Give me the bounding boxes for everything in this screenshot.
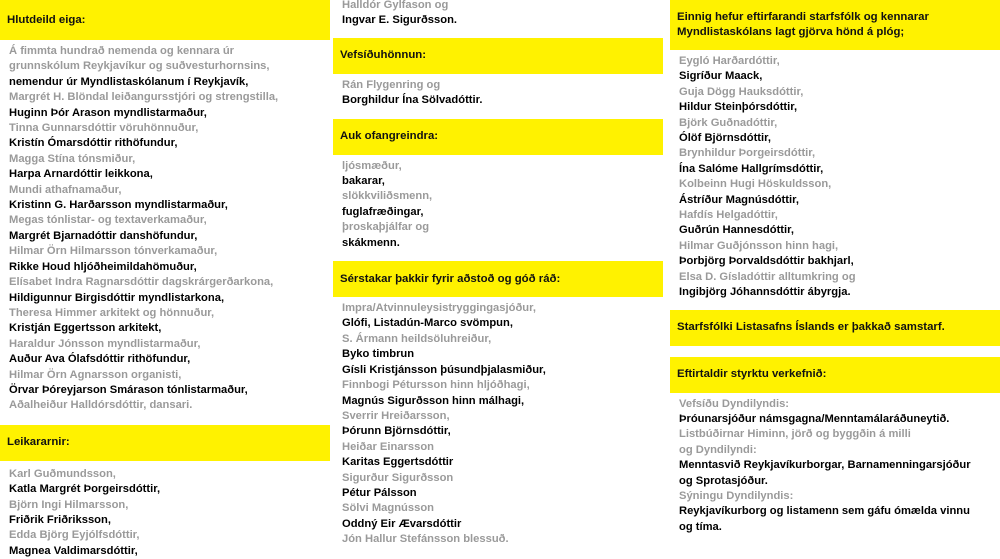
credit-line: Kristján Eggertsson arkitekt,: [9, 322, 162, 335]
credit-line: Vefsíðu Dyndilyndis:: [679, 397, 790, 410]
credit-line: og Dyndilyndi:: [679, 443, 757, 456]
column-2: [333, 0, 663, 548]
credit-line: Magga Stína tónsmiður,: [9, 152, 136, 165]
credit-line: Elsa D. Gísladóttir alltumkring og: [679, 270, 856, 283]
credit-line: Gísli Kristjánsson þúsundþjalasmiður,: [342, 363, 546, 376]
credit-line: Kristinn G. Harðarsson myndlistarmaður,: [9, 199, 228, 212]
credit-line: Þorbjörg Þorvaldsdóttir bakhjarl,: [679, 255, 854, 268]
credit-line: Magnús Sigurðsson hinn málhagi,: [342, 394, 525, 407]
credit-line: Harpa Arnardóttir leikkona,: [9, 168, 153, 181]
credit-line: Sverrir Hreiðarsson,: [342, 409, 450, 422]
credit-line: Elísabet Indra Ragnarsdóttir dagskrárgerðarkona,: [9, 276, 274, 289]
section-heading-leikararnir: [0, 425, 330, 461]
credit-line: Sölvi Magnússon: [342, 502, 434, 515]
credit-line: Björn Ingi Hilmarsson,: [9, 498, 129, 511]
credits-list: [0, 467, 330, 559]
credit-line: og tíma.: [679, 520, 722, 533]
credit-line: Magnea Valdimarsdóttir,: [9, 544, 138, 557]
credit-line: Margrét Bjarnadóttir danshöfundur,: [9, 229, 198, 242]
section-heading-eftirtaldir-styrktu-verkefni: [670, 357, 1000, 393]
credit-line: Auður Ava Ólafsdóttir rithöfundur,: [9, 353, 191, 366]
credit-line: Katla Margrét Þorgeirsdóttir,: [9, 483, 161, 496]
section-heading-label: Leikararnir:: [7, 436, 70, 449]
credit-line: skákmenn.: [342, 236, 400, 249]
section-heading-serstakar-akkir-fyrir-a-sto-og-go-ra: [333, 261, 663, 297]
credit-line: og Sprotasjóður.: [679, 474, 768, 487]
credit-line: Haraldur Jónsson myndlistarmaður,: [9, 337, 201, 350]
credit-line: Þróunarsjóður námsgagna/Menntamálaráðuneytið.: [679, 412, 950, 425]
credit-line: Reykjavíkurborg og listamenn sem gáfu ómælda vinnu: [679, 505, 970, 518]
credits-list: [333, 0, 663, 29]
credit-line: Theresa Himmer arkitekt og hönnuður,: [9, 306, 215, 319]
credit-line: nemendur úr Myndlistaskólanum í Reykjavík,: [9, 75, 249, 88]
credits-list: [333, 301, 663, 548]
credit-line: Hildigunnur Birgisdóttir myndlistarkona,: [9, 291, 225, 304]
credit-line: ljósmæður,: [342, 159, 402, 172]
section-heading-label: Vefsíðuhönnun:: [340, 49, 427, 62]
credit-line: Guðrún Hannesdóttir,: [679, 224, 794, 237]
credit-line: Hildur Steinþórsdóttir,: [679, 101, 798, 114]
credits-list: [333, 159, 663, 251]
section-heading-einnig-hefur-eftirfarandi-starfsfolk-og-: [670, 0, 1000, 50]
section-heading-label: Auk ofangreindra:: [340, 130, 439, 143]
credit-line: Listbúðirnar Himinn, jörð og byggðin á milli: [679, 428, 911, 441]
credit-line: Hilmar Örn Agnarsson organisti,: [9, 368, 182, 381]
column-3: [670, 0, 1000, 535]
credits-list: [0, 44, 330, 414]
section-heading-label: Sérstakar þakkir fyrir aðstoð og góð ráð:: [340, 272, 561, 285]
credit-line: Aðalheiður Halldórsdóttir, dansari.: [9, 399, 193, 412]
section-heading-auk-ofangreindra: [333, 119, 663, 155]
credit-line: grunnskólum Reykjavíkur og suðvesturhornsins,: [9, 60, 270, 73]
column-1: [0, 0, 330, 559]
credit-line: fuglafræðingar,: [342, 205, 424, 218]
credit-line: Jón Hallur Stefánsson blessuð.: [342, 533, 509, 546]
credit-line: Eygló Harðardóttir,: [679, 55, 780, 67]
credit-line: Byko timbrun: [342, 348, 415, 361]
credit-line: Guja Dögg Hauksdóttir,: [679, 85, 804, 98]
credit-line: Ína Salóme Hallgrímsdóttir,: [679, 162, 824, 175]
credits-list: [670, 397, 1000, 536]
credit-line: Friðrik Friðriksson,: [9, 513, 111, 526]
credit-line: Huginn Þór Arason myndlistarmaður,: [9, 106, 207, 119]
section-heading-label: Hlutdeild eiga:: [7, 13, 86, 26]
section-heading-label: Eftirtaldir styrktu verkefnið:: [677, 368, 827, 380]
credit-line: Sigurður Sigurðsson: [342, 471, 454, 484]
credit-line: Björk Guðnadóttir,: [679, 116, 778, 129]
credit-line: Sýningu Dyndilyndis:: [679, 489, 794, 502]
credit-line: Heiðar Einarsson: [342, 440, 435, 453]
credit-line: Margrét H. Blöndal leiðangursstjóri og strengstilla,: [9, 91, 279, 104]
credit-line: Borghildur Ína Sölvadóttir.: [342, 94, 483, 107]
credit-line: þroskaþjálfar og: [342, 221, 430, 234]
credit-line: Karitas Eggertsdóttir: [342, 456, 454, 469]
credit-line: Brynhildur Þorgeirsdóttir,: [679, 147, 816, 160]
credit-line: Ingibjörg Jóhannsdóttir ábyrgja.: [679, 286, 851, 299]
credit-line: Hafdís Helgadóttir,: [679, 209, 778, 222]
credit-line: Megas tónlistar- og textaverkamaður,: [9, 214, 207, 227]
credit-line: Rikke Houd hljóðheimildahömuður,: [9, 260, 197, 273]
section-heading-vefsi-uhonnun: [333, 38, 663, 74]
credit-line: Á fimmta hundrað nemenda og kennara úr: [9, 45, 235, 57]
credit-line: Pétur Pálsson: [342, 486, 417, 499]
credit-line: Ástríður Magnúsdóttir,: [679, 193, 799, 206]
credit-line: Impra/Atvinnuleysistryggingasjóður,: [342, 302, 536, 315]
credit-line: Ólöf Björnsdóttir,: [679, 132, 771, 145]
credit-line: Karl Guðmundsson,: [9, 467, 116, 480]
section-heading-label: Einnig hefur eftirfarandi starfsfólk og kennarar Myndlistaskólans lagt gjörva hönd á plóg;: [677, 11, 929, 38]
section-heading-hlutdeild-eiga: [0, 0, 330, 40]
credit-line: Rán Flygenring og: [342, 78, 441, 91]
credit-line: Þórunn Björnsdóttir,: [342, 425, 451, 438]
credit-line: Finnbogi Pétursson hinn hljóðhagi,: [342, 379, 530, 392]
section-heading-label: Starfsfólki Listasafns Íslands er þakkað samstarf.: [677, 321, 945, 333]
credits-list: [670, 54, 1000, 301]
credit-line: Örvar Þóreyjarson Smárason tónlistarmaður,: [9, 383, 248, 396]
credit-line: Glófi, Listadún-Marco svömpun,: [342, 317, 513, 330]
credit-line: Tinna Gunnarsdóttir vöruhönnuður,: [9, 122, 199, 135]
credit-line: Kolbeinn Hugi Höskuldsson,: [679, 178, 832, 191]
credit-line: Mundi athafnamaður,: [9, 183, 122, 196]
credit-line: Hilmar Guðjónsson hinn hagi,: [679, 239, 839, 252]
credit-line: S. Ármann heildsöluhreiður,: [342, 332, 492, 345]
credit-line: bakarar,: [342, 175, 385, 188]
credit-line: Sigríður Maack,: [679, 70, 763, 83]
credit-line: Ingvar E. Sigurðsson.: [342, 14, 458, 27]
credit-line: Oddný Eir Ævarsdóttir: [342, 517, 462, 530]
credit-line: slökkviliðsmenn,: [342, 190, 433, 203]
credit-line: Kristín Ómarsdóttir rithöfundur,: [9, 137, 178, 150]
credit-line: Halldór Gylfason og: [342, 0, 449, 11]
credit-line: Menntasvið Reykjavíkurborgar, Barnamenningarsjóður: [679, 459, 971, 472]
credits-list: [333, 78, 663, 109]
credit-line: Edda Björg Eyjólfsdóttir,: [9, 529, 140, 542]
credit-line: Hilmar Örn Hilmarsson tónverkamaður,: [9, 245, 218, 258]
section-heading-starfsfolki-listasafns-islands-er-akka-s: [670, 310, 1000, 346]
